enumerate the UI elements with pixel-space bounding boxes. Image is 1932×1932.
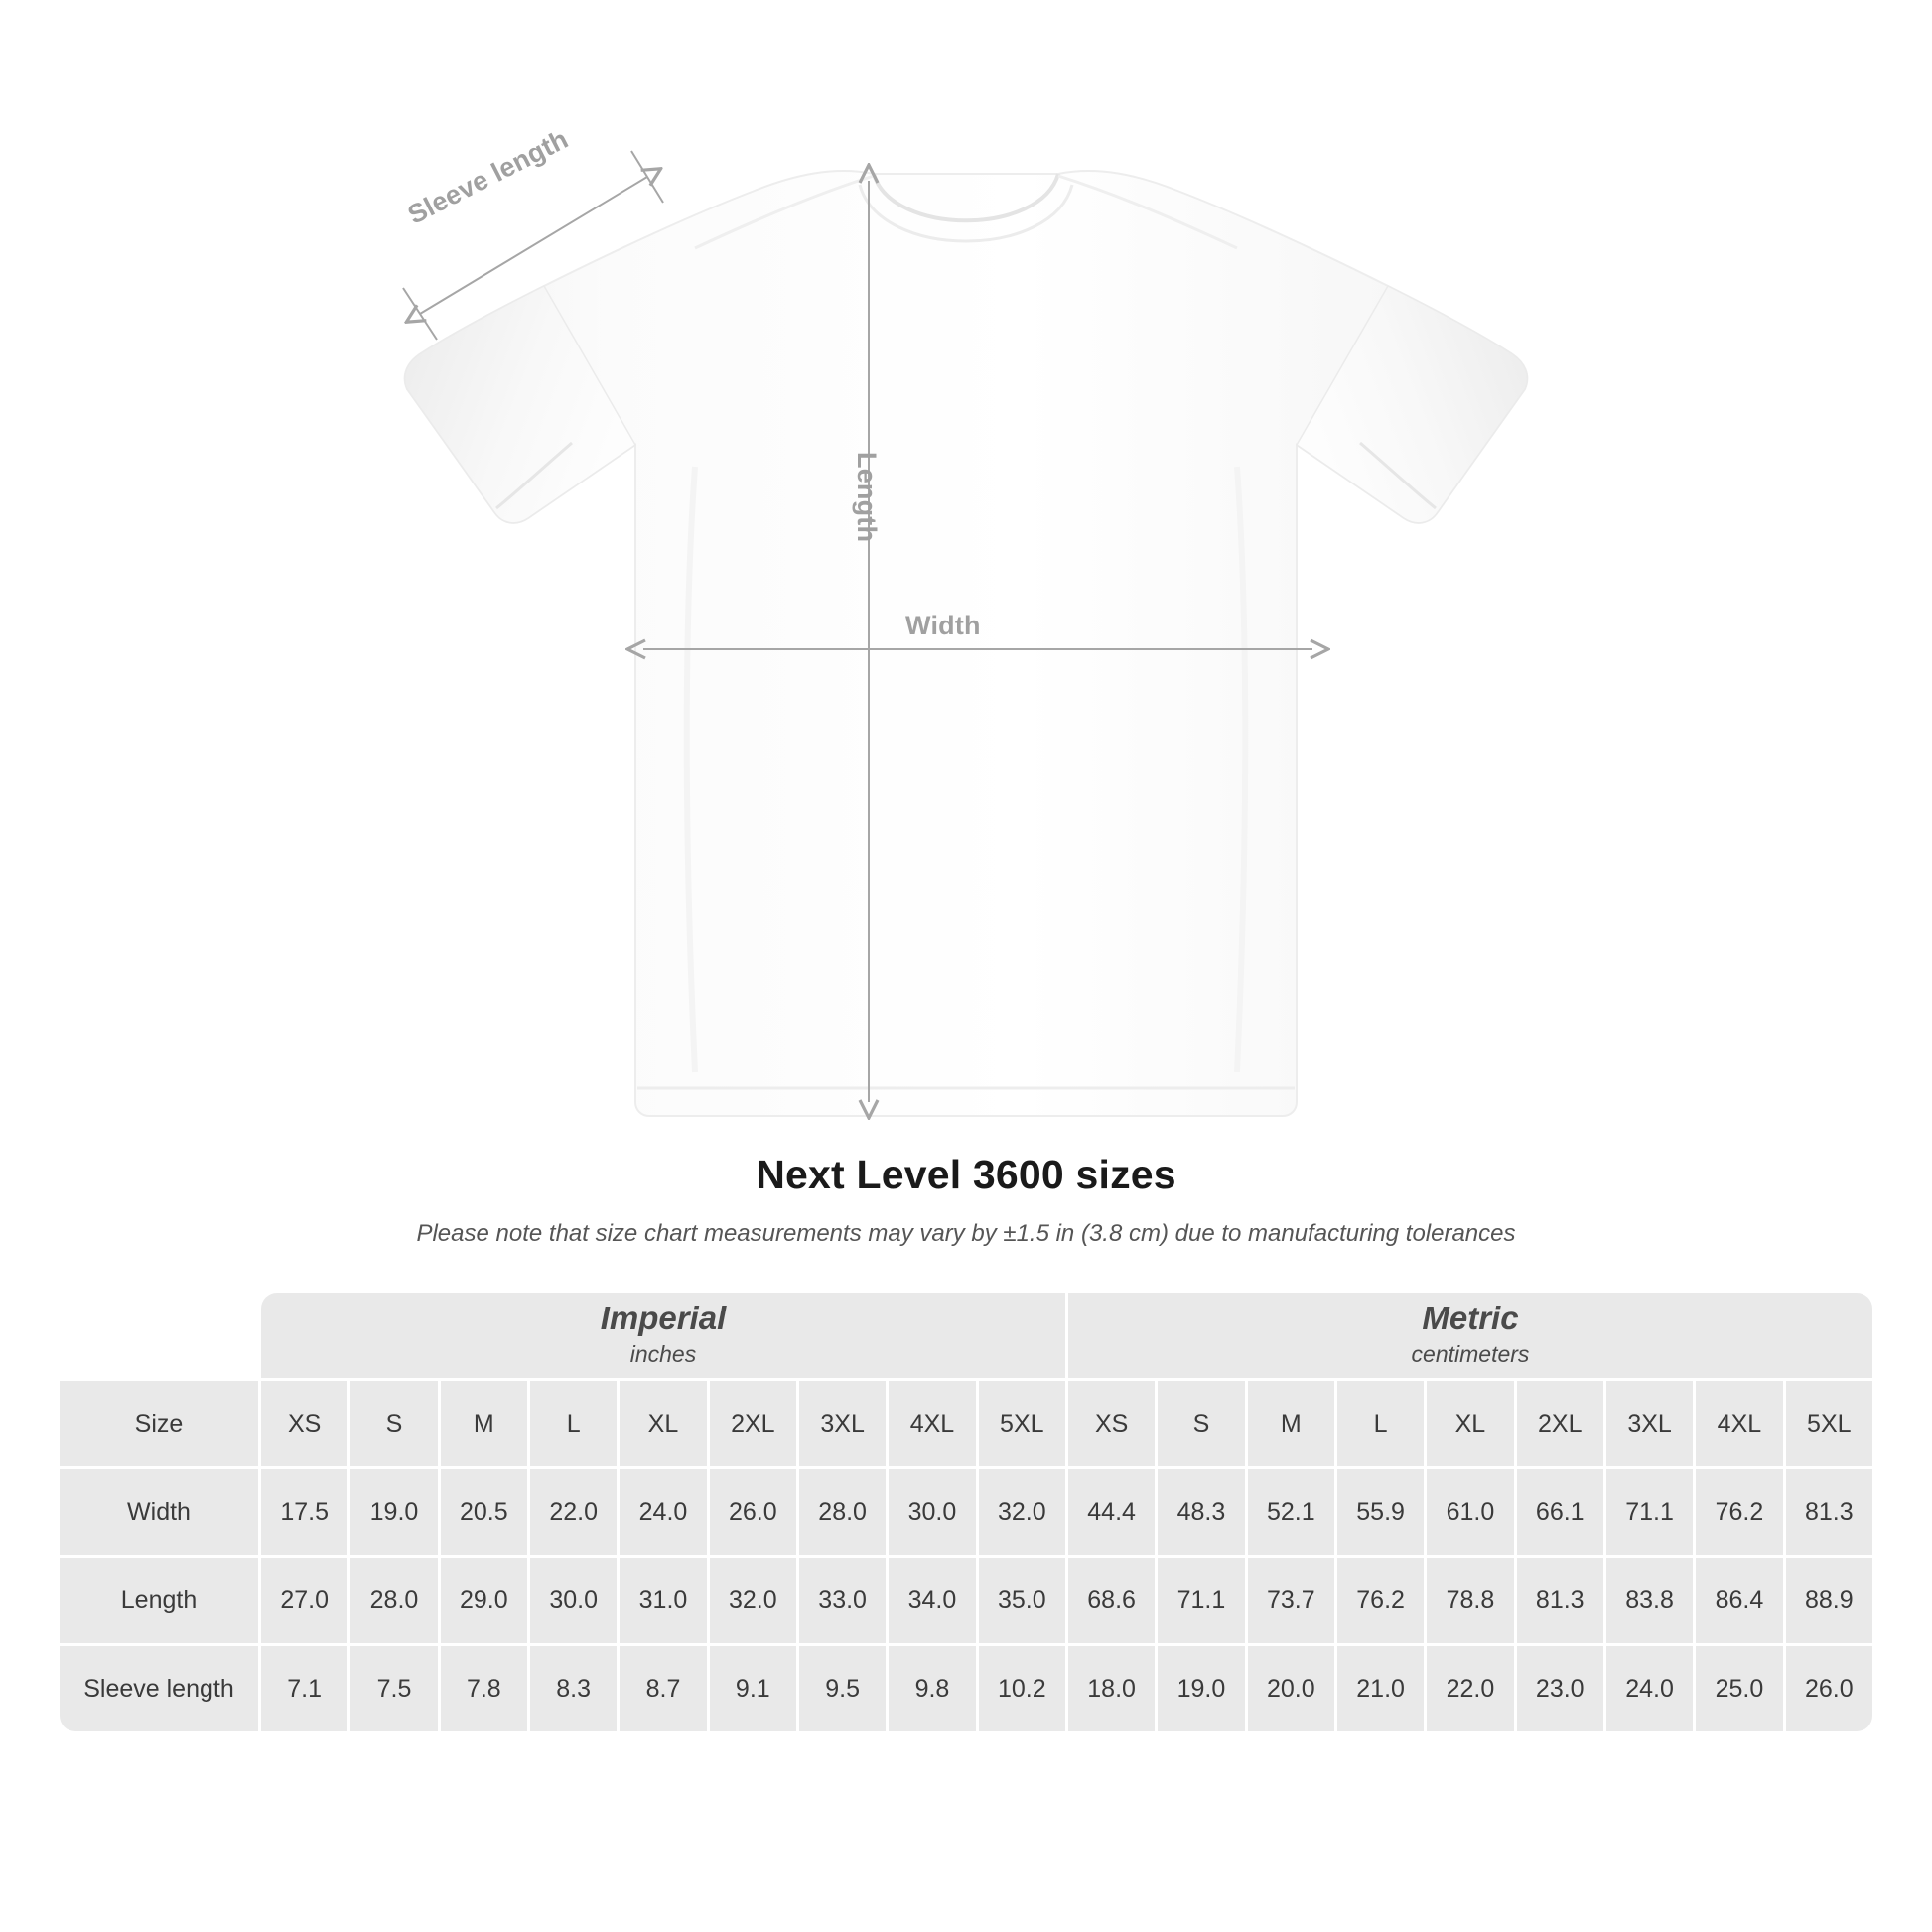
size-header-row — [60, 1381, 1872, 1466]
cell-length-imperial-m: 29.0 — [441, 1558, 527, 1643]
cell-width-metric-5xl: 81.3 — [1786, 1469, 1872, 1555]
width-label: Width — [905, 611, 981, 640]
cell-length-metric-xs: 68.6 — [1068, 1558, 1155, 1643]
col-head-imperial-xs: XS — [261, 1381, 347, 1466]
col-head-imperial-4xl: 4XL — [889, 1381, 975, 1466]
unit-group-metric-subtitle: centimeters — [1411, 1340, 1530, 1367]
cell-sleeve-metric-s: 19.0 — [1158, 1646, 1244, 1731]
col-head-metric-xl: XL — [1427, 1381, 1513, 1466]
cell-width-imperial-3xl: 28.0 — [799, 1469, 886, 1555]
cell-length-imperial-3xl: 33.0 — [799, 1558, 886, 1643]
cell-sleeve-metric-2xl: 23.0 — [1517, 1646, 1603, 1731]
cell-length-imperial-2xl: 32.0 — [710, 1558, 796, 1643]
cell-width-imperial-s: 19.0 — [350, 1469, 437, 1555]
row-label-width: Width — [60, 1469, 258, 1555]
cell-sleeve-metric-l: 21.0 — [1337, 1646, 1424, 1731]
cell-length-metric-xl: 78.8 — [1427, 1558, 1513, 1643]
cell-sleeve-imperial-xs: 7.1 — [261, 1646, 347, 1731]
cell-sleeve-imperial-3xl: 9.5 — [799, 1646, 886, 1731]
unit-group-imperial-title: Imperial — [600, 1299, 727, 1336]
cell-width-metric-s: 48.3 — [1158, 1469, 1244, 1555]
row-label-length: Length — [60, 1558, 258, 1643]
length-label: Length — [852, 452, 882, 543]
cell-width-metric-4xl: 76.2 — [1696, 1469, 1782, 1555]
page-title: Next Level 3600 sizes — [756, 1152, 1176, 1197]
cell-length-imperial-l: 30.0 — [530, 1558, 617, 1643]
corner-cell — [60, 1293, 258, 1378]
cell-width-metric-l: 55.9 — [1337, 1469, 1424, 1555]
cell-length-imperial-xl: 31.0 — [620, 1558, 706, 1643]
cell-width-metric-xl: 61.0 — [1427, 1469, 1513, 1555]
cell-length-metric-3xl: 83.8 — [1606, 1558, 1693, 1643]
col-head-imperial-s: S — [350, 1381, 437, 1466]
cell-width-imperial-4xl: 30.0 — [889, 1469, 975, 1555]
cell-length-metric-s: 71.1 — [1158, 1558, 1244, 1643]
cell-sleeve-metric-xl: 22.0 — [1427, 1646, 1513, 1731]
col-head-metric-xs: XS — [1068, 1381, 1155, 1466]
cell-sleeve-imperial-xl: 8.7 — [620, 1646, 706, 1731]
col-head-imperial-2xl: 2XL — [710, 1381, 796, 1466]
sleeve-length-label: Sleeve length — [403, 123, 574, 230]
size-header: Size — [60, 1381, 258, 1466]
cell-length-metric-2xl: 81.3 — [1517, 1558, 1603, 1643]
cell-length-metric-4xl: 86.4 — [1696, 1558, 1782, 1643]
cell-width-imperial-l: 22.0 — [530, 1469, 617, 1555]
cell-width-metric-2xl: 66.1 — [1517, 1469, 1603, 1555]
cell-sleeve-imperial-4xl: 9.8 — [889, 1646, 975, 1731]
cell-width-metric-m: 52.1 — [1248, 1469, 1334, 1555]
cell-sleeve-metric-5xl: 26.0 — [1786, 1646, 1872, 1731]
cell-width-imperial-5xl: 32.0 — [979, 1469, 1065, 1555]
row-label-sleeve-length: Sleeve length — [60, 1646, 258, 1731]
cell-length-metric-m: 73.7 — [1248, 1558, 1334, 1643]
cell-width-imperial-2xl: 26.0 — [710, 1469, 796, 1555]
cell-width-metric-xs: 44.4 — [1068, 1469, 1155, 1555]
cell-length-metric-5xl: 88.9 — [1786, 1558, 1872, 1643]
cell-sleeve-metric-xs: 18.0 — [1068, 1646, 1155, 1731]
col-head-imperial-m: M — [441, 1381, 527, 1466]
col-head-metric-3xl: 3XL — [1606, 1381, 1693, 1466]
unit-group-metric-title: Metric — [1422, 1299, 1519, 1336]
col-head-metric-2xl: 2XL — [1517, 1381, 1603, 1466]
cell-sleeve-imperial-m: 7.8 — [441, 1646, 527, 1731]
cell-length-imperial-5xl: 35.0 — [979, 1558, 1065, 1643]
unit-group-imperial — [261, 1293, 1065, 1378]
col-head-imperial-3xl: 3XL — [799, 1381, 886, 1466]
cell-sleeve-metric-3xl: 24.0 — [1606, 1646, 1693, 1731]
cell-length-imperial-4xl: 34.0 — [889, 1558, 975, 1643]
title-block — [0, 1152, 1932, 1248]
cell-sleeve-imperial-5xl: 10.2 — [979, 1646, 1065, 1731]
cell-sleeve-metric-m: 20.0 — [1248, 1646, 1334, 1731]
cell-length-metric-l: 76.2 — [1337, 1558, 1424, 1643]
tshirt-shape — [405, 171, 1528, 1116]
col-head-metric-l: L — [1337, 1381, 1424, 1466]
col-head-imperial-xl: XL — [620, 1381, 706, 1466]
cell-width-metric-3xl: 71.1 — [1606, 1469, 1693, 1555]
unit-group-row — [60, 1293, 1872, 1378]
cell-width-imperial-xs: 17.5 — [261, 1469, 347, 1555]
size-chart-table-wrap — [57, 1290, 1875, 1734]
cell-width-imperial-xl: 24.0 — [620, 1469, 706, 1555]
col-head-metric-4xl: 4XL — [1696, 1381, 1782, 1466]
table-row — [60, 1469, 1872, 1555]
unit-group-metric — [1068, 1293, 1872, 1378]
cell-width-imperial-m: 20.5 — [441, 1469, 527, 1555]
col-head-metric-s: S — [1158, 1381, 1244, 1466]
table-row — [60, 1646, 1872, 1731]
unit-group-imperial-subtitle: inches — [629, 1340, 697, 1367]
tolerance-note: Please note that size chart measurements may vary by ±1.5 in (3.8 cm) due to manufacturing tolerances — [416, 1220, 1516, 1247]
cell-sleeve-imperial-2xl: 9.1 — [710, 1646, 796, 1731]
col-head-imperial-l: L — [530, 1381, 617, 1466]
cell-sleeve-metric-4xl: 25.0 — [1696, 1646, 1782, 1731]
cell-sleeve-imperial-s: 7.5 — [350, 1646, 437, 1731]
col-head-metric-5xl: 5XL — [1786, 1381, 1872, 1466]
cell-sleeve-imperial-l: 8.3 — [530, 1646, 617, 1731]
cell-length-imperial-xs: 27.0 — [261, 1558, 347, 1643]
size-chart-table — [57, 1290, 1875, 1734]
table-row — [60, 1558, 1872, 1643]
col-head-imperial-5xl: 5XL — [979, 1381, 1065, 1466]
col-head-metric-m: M — [1248, 1381, 1334, 1466]
cell-length-imperial-s: 28.0 — [350, 1558, 437, 1643]
